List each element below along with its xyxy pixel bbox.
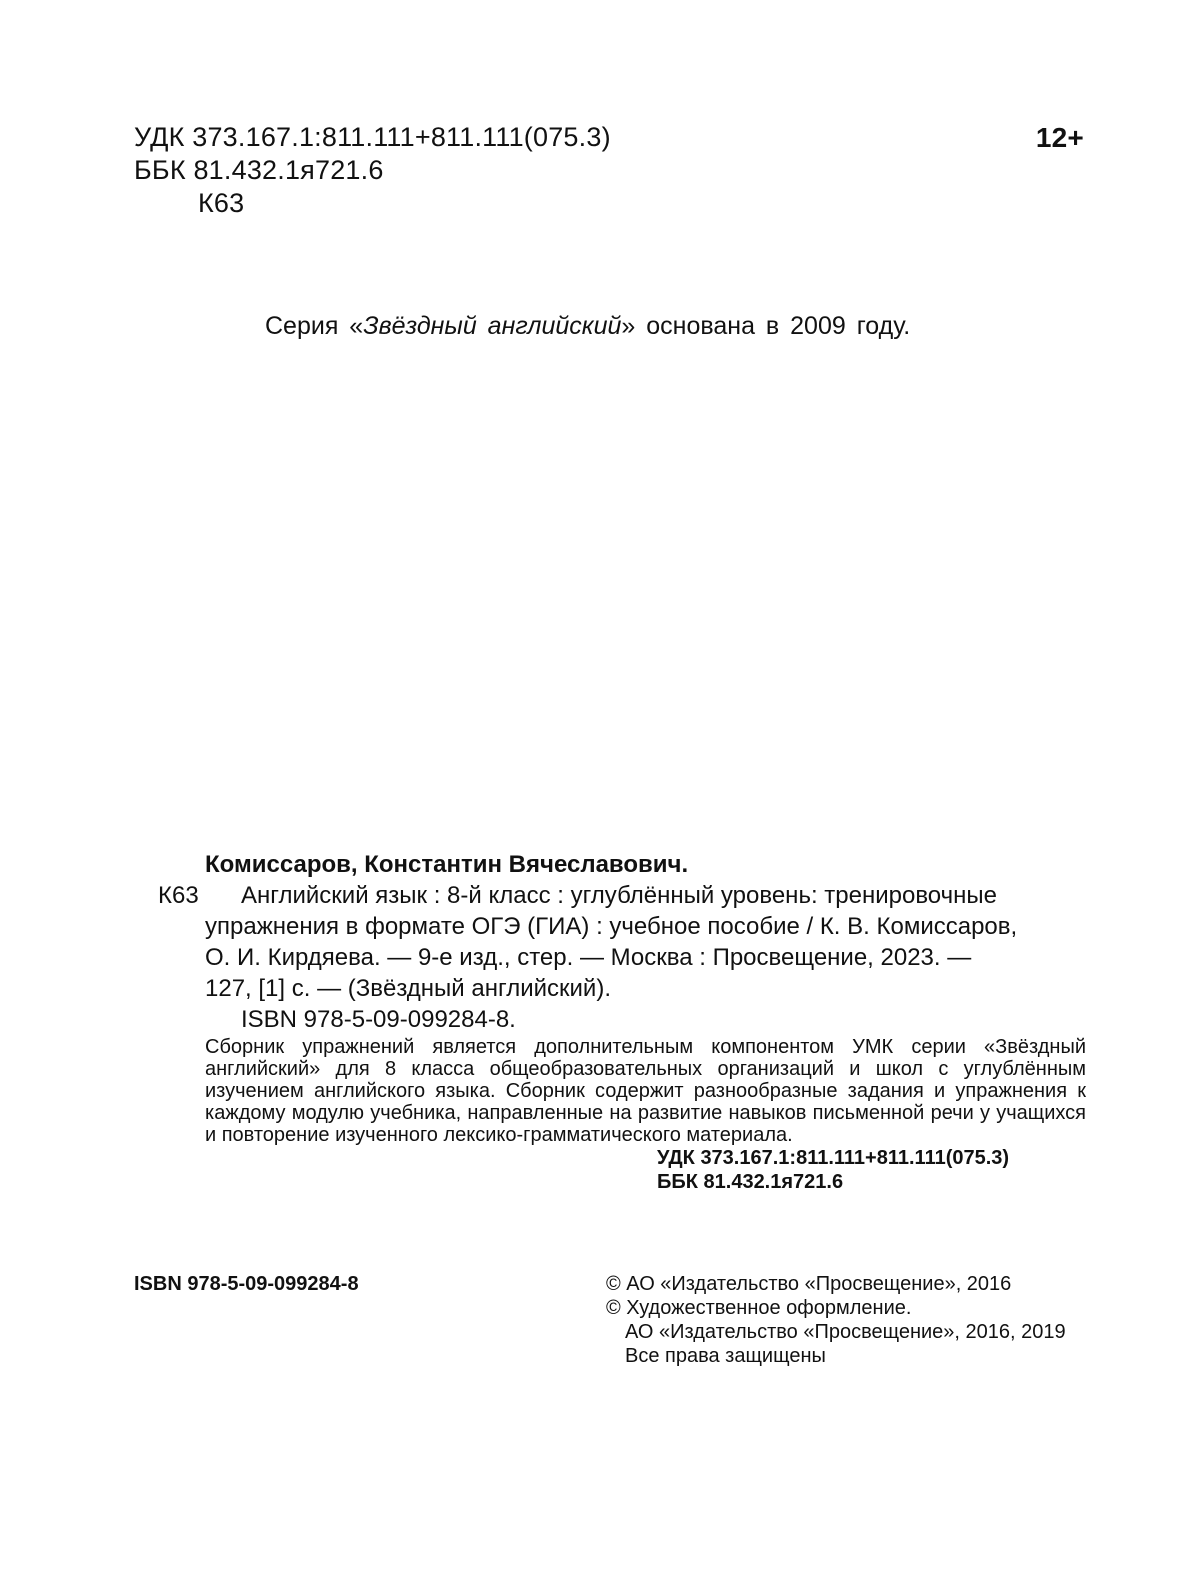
card-annotation: Сборник упражнений является дополнительным компонентом УМК серии «Звёздный английский» для 8 класса общеобразовательных организаций и школ с углублённым изучением английского языка. Сборник содержит разнообразные задания и упражнения к каждому модулю учебника, направленные на развитие навыков письменной речи у учащихся и повторение изученного лексико-грамматического материала. [205,1036,1086,1146]
card-udk: УДК 373.167.1:811.111+811.111(075.3) [657,1147,1010,1169]
card-bbk: ББК 81.432.1я721.6 [657,1171,844,1193]
copyright-line-2: © Художественное оформление. [606,1297,912,1319]
series-prefix: Серия « [265,312,364,340]
age-rating: 12+ [1035,122,1084,153]
author-mark: К63 [198,188,245,218]
copyright-line-3: АО «Издательство «Просвещение», 2016, 2019 [625,1321,1066,1343]
footer-isbn: ISBN 978-5-09-099284-8 [134,1273,359,1295]
series-suffix: » основана в 2009 году. [621,312,911,340]
copyright-line-1: © АО «Издательство «Просвещение», 2016 [606,1273,1012,1295]
card-code: К63 [158,882,199,909]
series-title: Звёздный английский [363,312,622,340]
card-line-3: О. И. Кирдяева. — 9-е изд., стер. — Москва : Просвещение, 2023. — [205,944,972,971]
card-line-1: Английский язык : 8-й класс : углублённый уровень: тренировочные [241,882,997,909]
copyright-line-4: Все права защищены [625,1345,826,1367]
udk-code: УДК 373.167.1:811.111+811.111(075.3) [134,122,611,152]
bbk-code: ББК 81.432.1я721.6 [134,155,384,185]
card-isbn: ISBN 978-5-09-099284-8. [241,1006,516,1033]
card-line-2: упражнения в формате ОГЭ (ГИА) : учебное пособие / К. В. Комиссаров, [205,913,1018,940]
series-note [265,312,910,341]
card-author: Комиссаров, Константин Вячеславович. [205,851,689,878]
card-line-4: 127, [1] с. — (Звёздный английский). [205,975,611,1002]
